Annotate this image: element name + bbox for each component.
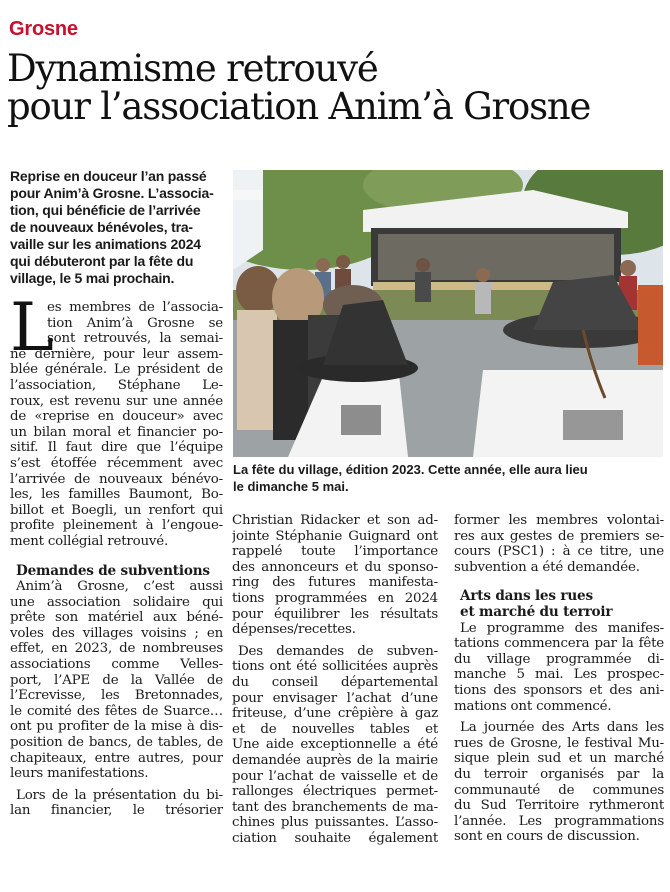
text-line: leurs manifestations.	[10, 766, 149, 782]
text-line: du terroir organisés par la	[454, 766, 664, 782]
headline	[7, 47, 667, 128]
text-line: former les membres volontai-	[454, 513, 664, 528]
text-line: effet, en 2023, de nombreuses	[10, 641, 223, 657]
caption-line: le dimanche 5 mai.	[233, 479, 349, 494]
text-line: sique plein sud et un marché	[454, 751, 664, 767]
text-line: rallonges électriques permet-	[232, 784, 438, 800]
subheading: Demandes de subventions	[16, 563, 210, 579]
text-line: une association solidaire qui	[10, 594, 223, 610]
text-line: tion Anim’à Grosne se	[47, 315, 223, 331]
text-line: ment collégial retrouvé.	[10, 533, 169, 549]
text-line: tions ont été sollicitées auprès	[232, 659, 438, 675]
column-2	[232, 513, 438, 846]
text-line: cours (PSC1) : à ce titre, une	[454, 544, 664, 560]
text-line: sont en cours de discussion.	[454, 829, 640, 845]
text-line: pour l’achat de vaisselle et de	[232, 768, 438, 784]
text-line: ont pu profiter de la mise à dis-	[10, 719, 223, 735]
text-line: l’année. Les programmations	[454, 813, 664, 829]
lead-line: de nouveaux bénévoles, tra-	[10, 219, 193, 235]
text-line: sitif. Il faut dire que l’équipe	[10, 440, 223, 456]
text-line: res aux gestes de premiers se-	[454, 528, 664, 544]
lead-line: village, le 5 mai prochain.	[10, 270, 175, 286]
lead-line: pour Anim’à Grosne. L’associa-	[10, 185, 214, 201]
article-photo	[233, 170, 663, 457]
text-line: tions des sponsors et des ani-	[454, 682, 664, 698]
text-line: s’est étoffée récemment avec	[10, 455, 223, 471]
text-line: l’arrivée de nouveaux bénévo-	[10, 471, 223, 487]
text-line: le comité des fêtes de Suarce…	[10, 703, 223, 719]
text-line: communauté de communes	[454, 782, 664, 798]
caption-line: La fête du village, édition 2023. Cette année, elle aura lieu	[233, 462, 588, 477]
text-line: demandée auprès de la mairie	[232, 752, 438, 768]
text-line: du conseil départemental	[232, 674, 438, 690]
text-line: es membres de l’associa-	[47, 300, 223, 315]
text-line: dépenses/recettes.	[232, 622, 356, 638]
text-line: billot et Boegli, un renfort qui	[10, 502, 223, 518]
text-line: mations ont commencé.	[454, 698, 612, 714]
lead-line: qui débuteront par la fête du	[10, 253, 194, 269]
text-line: Une aide exceptionnelle a été	[232, 737, 438, 753]
text-line: manche 5 mai. Les prospec-	[454, 667, 664, 683]
text-line: chapiteaux, entre autres, pour	[10, 750, 223, 766]
text-line: les, les familles Baumont, Bo-	[10, 487, 223, 503]
lead-line: Reprise en douceur l’an passé	[10, 168, 207, 184]
text-line: rues de Grosne, le festival Mu-	[454, 735, 664, 751]
text-line: et de nouvelles tables et	[232, 721, 438, 737]
text-line: Le programme des manifes-	[460, 620, 664, 636]
text-line: un bilan moral et financier po-	[10, 424, 223, 440]
lead-line: vaille sur les animations 2024	[10, 236, 201, 252]
text-line: des annonceurs et du sponso-	[232, 559, 438, 575]
text-line: ring des futures manifesta-	[232, 575, 438, 591]
text-line: tions programmées en 2024	[232, 590, 438, 606]
text-line: Lors de la présentation du bi-	[16, 787, 223, 803]
text-line: sont retrouvés, la semai-	[47, 331, 223, 347]
headline-line: pour l’association Anim’à Grosne	[7, 85, 591, 128]
text-line: chines plus puissantes. L’asso-	[232, 815, 438, 831]
text-line: pour envisager l’achat d’une	[232, 690, 438, 706]
text-line: profite pleinement à l’engoue-	[10, 518, 223, 534]
text-line: Anim’à Grosne, c’est aussi	[16, 579, 223, 595]
text-line: lan financier, le trésorier	[10, 803, 223, 819]
subheading: et marché du terroir	[460, 604, 613, 620]
text-line: subvention a été demandée.	[454, 559, 640, 575]
text-line: l’association, Stéphane Le-	[10, 377, 223, 393]
text-line: rappelé toute l’importance	[232, 544, 438, 560]
subheading: Arts dans les rues	[460, 589, 593, 605]
text-line: friteuse, d’une crêpière à gaz	[232, 706, 438, 722]
text-line: ne dernière, pour leur assem-	[10, 346, 223, 362]
text-line: Des demandes de subven-	[238, 643, 438, 659]
festival-photo-illustration	[233, 170, 663, 457]
photo-caption	[233, 461, 663, 495]
column-3	[454, 513, 664, 845]
text-line: pour équilibrer les résultats	[232, 606, 438, 622]
text-line: blée générale. Le président de	[10, 362, 223, 378]
text-line: ciation souhaite également	[232, 830, 438, 846]
text-line: du Sud Territoire rythmeront	[454, 798, 664, 814]
text-line: prête son matériel aux béné-	[10, 610, 223, 626]
section-label: Grosne	[9, 18, 78, 40]
text-line: La journée des Arts dans les	[460, 720, 664, 736]
lead-paragraph	[10, 168, 222, 287]
headline-line: Dynamisme retrouvé	[7, 47, 378, 90]
text-line: port, l’APE de la Vallée de	[10, 672, 223, 688]
column-1	[10, 289, 223, 819]
lead-line: tion, qui bénéficie de l’arrivée	[10, 202, 201, 218]
text-line: jointe Stéphanie Guignard ont	[232, 528, 438, 544]
drop-cap: L	[10, 289, 54, 366]
text-line: voles des villages voisins ; en	[10, 625, 223, 641]
text-line: Christian Ridacker et son ad-	[232, 513, 438, 528]
text-line: du village programmée di-	[454, 651, 664, 667]
text-line: tant des branchements de ma-	[232, 799, 438, 815]
text-line: roux, est revenu sur une année	[10, 393, 223, 409]
text-line: tations commencera par la fête	[454, 636, 664, 652]
text-line: associations comme Velles-	[10, 657, 223, 673]
text-line: position de bancs, de tables, de	[10, 735, 223, 751]
text-line: de «reprise en douceur» avec	[10, 409, 223, 425]
text-line: l’Écrevisse, les Bretonnades,	[10, 688, 223, 704]
